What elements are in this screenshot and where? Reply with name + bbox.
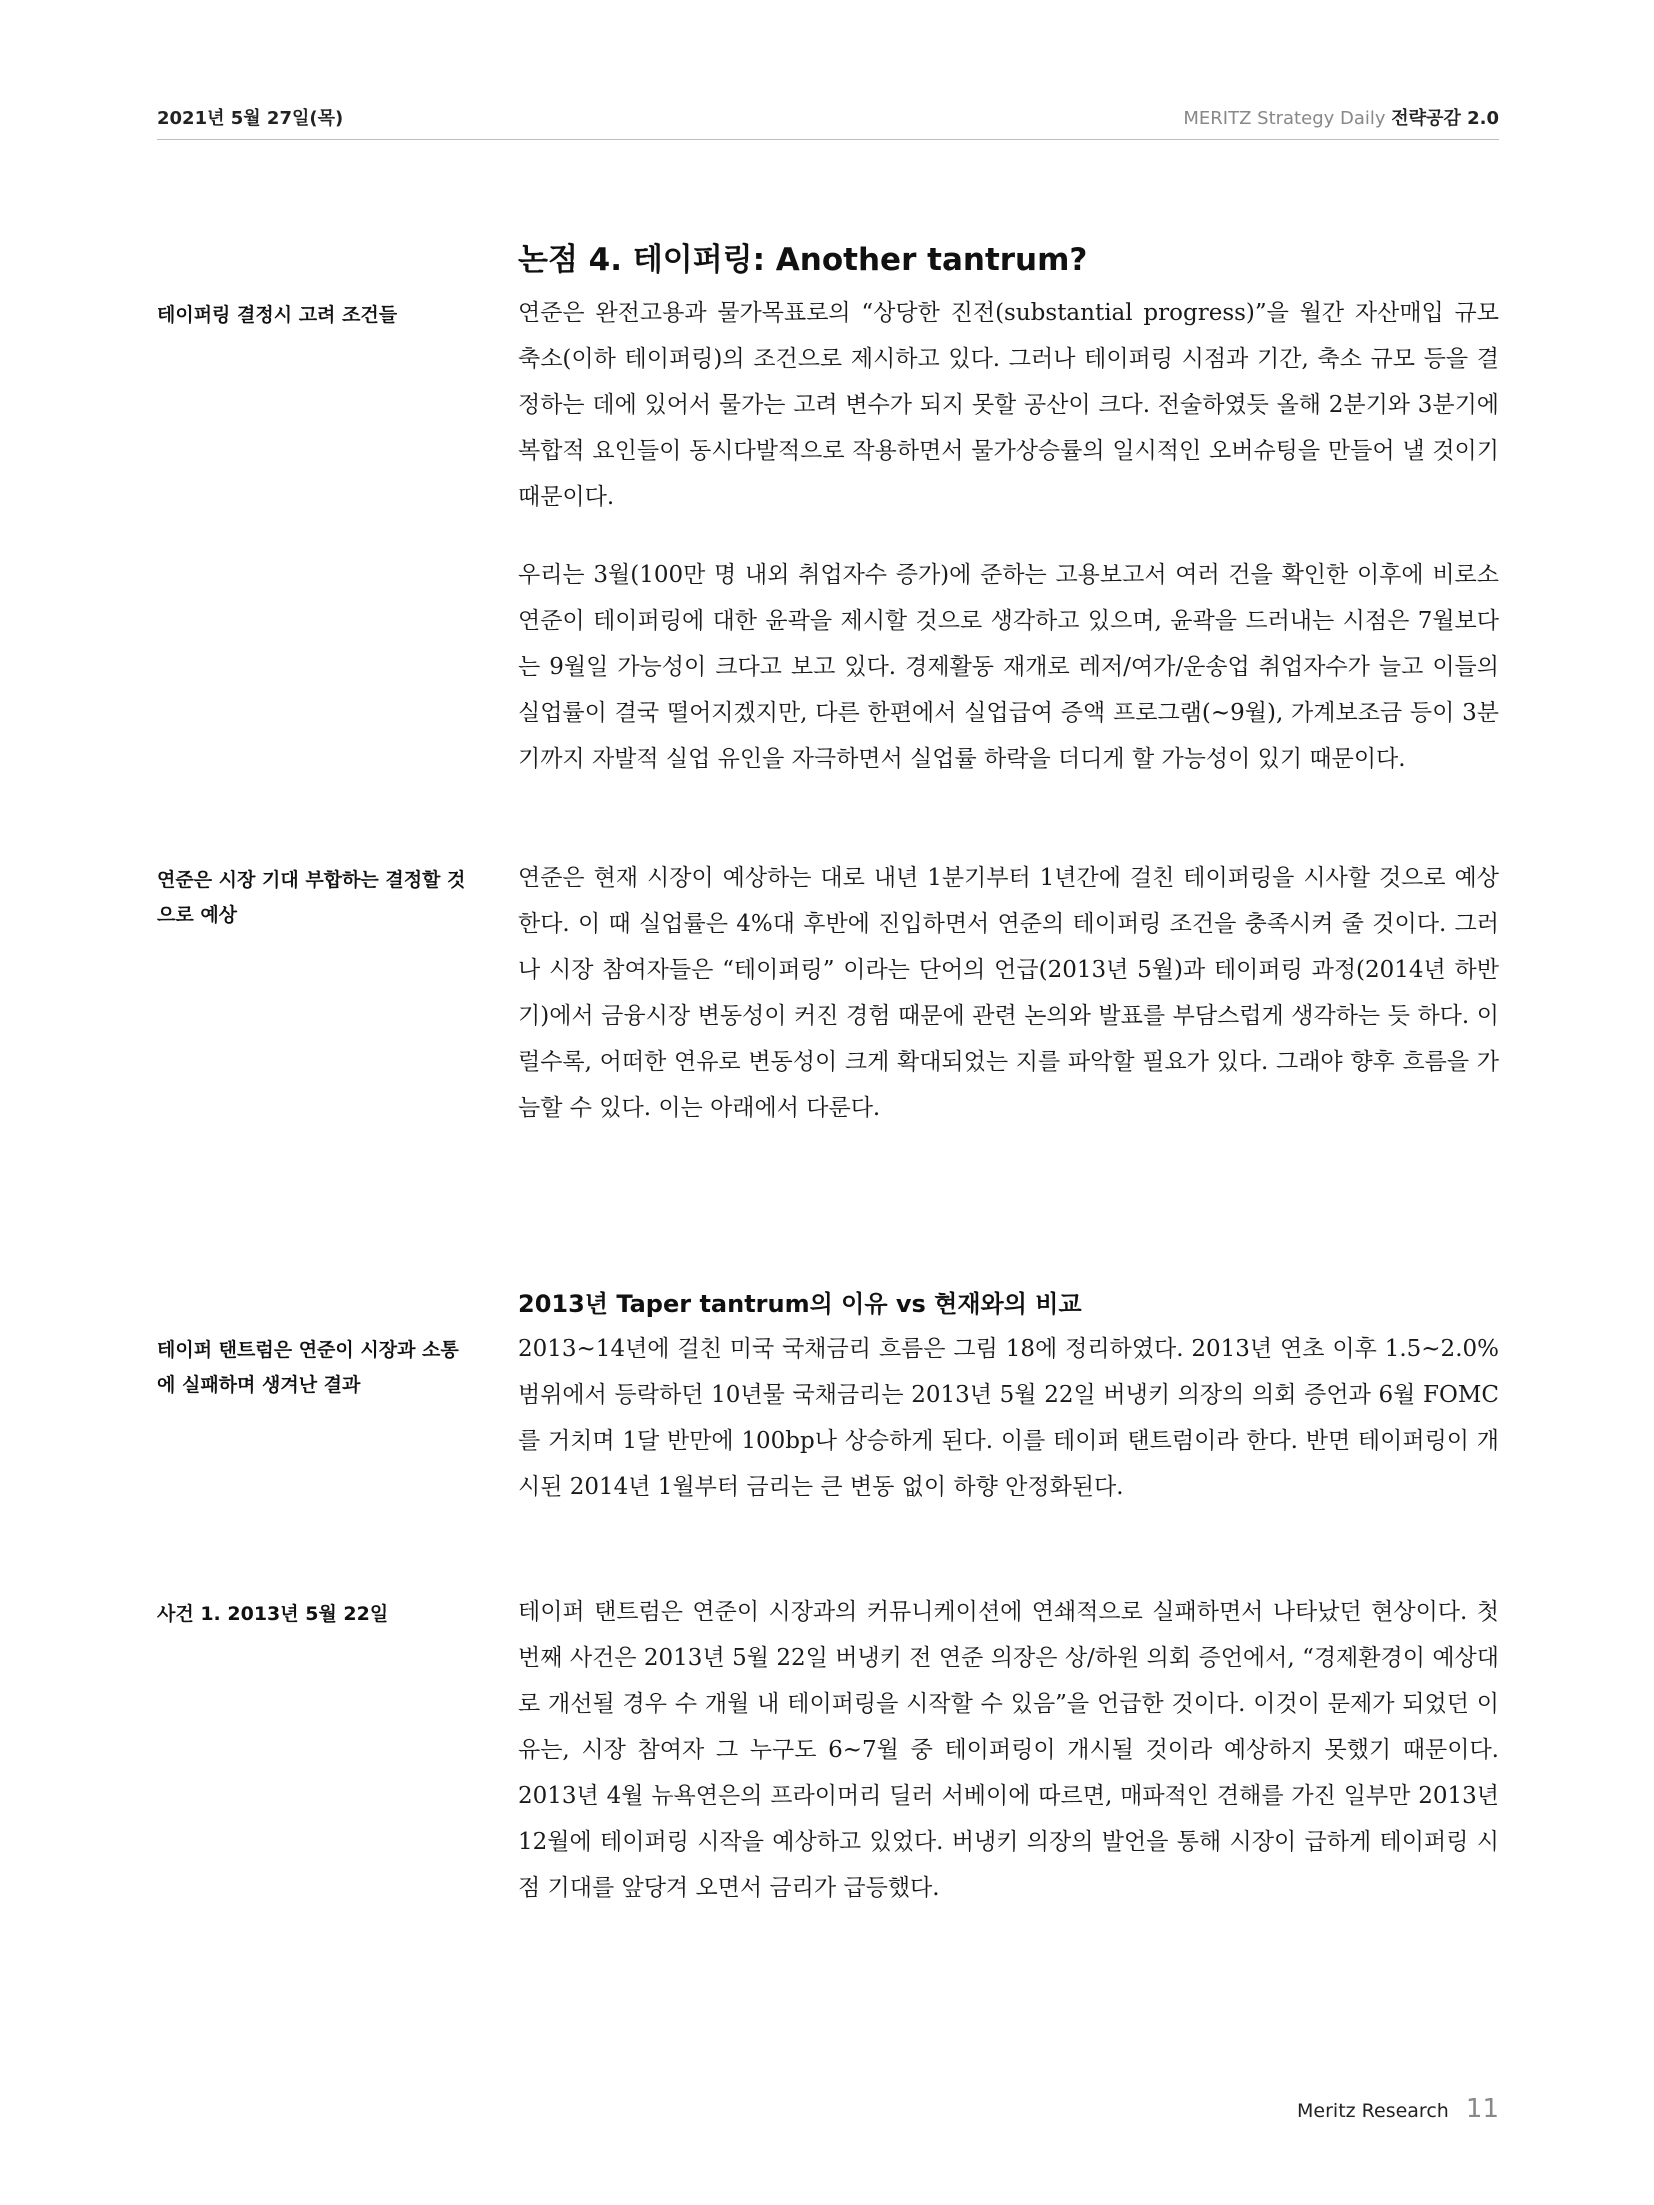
page-number: 11 xyxy=(1465,2094,1499,2124)
page-header xyxy=(157,104,1499,140)
side-label-tantrum-cause: 테이퍼 탠트럼은 연준이 시장과 소통에 실패하며 생겨난 결과 xyxy=(157,1339,459,1396)
side-label-market-expectation: 연준은 시장 기대 부합하는 결정할 것으로 예상 xyxy=(157,869,466,926)
publication-title: 전략공감 2.0 xyxy=(1391,108,1499,129)
side-label-event-1: 사건 1. 2013년 5월 22일 xyxy=(157,1603,389,1625)
publication-series: MERITZ Strategy Daily xyxy=(1183,108,1386,129)
paragraph-expectation: 연준은 현재 시장이 예상하는 대로 내년 1분기부터 1년간에 걸친 테이퍼링을 시사할 것으로 예상한다. 이 때 실업률은 4%대 후반에 진입하면서 연준의 테이퍼링 조건을 충족시켜 줄 것이다. 그러나 시장 참여자들은 “테이퍼링” 이라는 단어의 언급(2013년 5월)과 테이퍼링 과정(2014년 하반기)에서 금융시장 변동성이 커진 경험 때문에 관련 논의와 발표를 부담스럽게 생각하는 듯 하다. 이럴수록, 어떠한 연유로 변동성이 크게 확대되었는 지를 파악할 필요가 있다. 그래야 향후 흐름을 가늠할 수 있다. 이는 아래에서 다룬다. xyxy=(518,865,1499,1121)
paragraph-event-1: 테이퍼 탠트럼은 연준이 시장과의 커뮤니케이션에 연쇄적으로 실패하면서 나타났던 현상이다. 첫 번째 사건은 2013년 5월 22일 버냉키 전 연준 의장은 상/하원 의회 증언에서, “경제환경이 예상대로 개선될 경우 수 개월 내 테이퍼링을 시작할 수 있음”을 언급한 것이다. 이것이 문제가 되었던 이유는, 시장 참여자 그 누구도 6~7월 중 테이퍼링이 개시될 것이라 예상하지 못했기 때문이다. 2013년 4월 뉴욕연은의 프라이머리 딜러 서베이에 따르면, 매파적인 견해를 가진 일부만 2013년 12월에 테이퍼링 시작을 예상하고 있었다. 버냉키 의장의 발언을 통해 시장이 급하게 테이퍼링 시점 기대를 앞당겨 오면서 금리가 급등했다. xyxy=(518,1599,1499,1901)
paragraph-conditions: 연준은 완전고용과 물가목표로의 “상당한 진전(substantial progress)”을 월간 자산매입 규모 축소(이하 테이퍼링)의 조건으로 제시하고 있다. 그러나 테이퍼링 시점과 기간, 축소 규모 등을 결정하는 데에 있어서 물가는 고려 변수가 되지 못할 공산이 크다. 전술하였듯 올해 2분기와 3분기에 복합적 요인들이 동시다발적으로 작용하면서 물가상승률의 일시적인 오버슈팅을 만들어 낼 것이기 때문이다. xyxy=(518,300,1499,510)
footer-brand: Meritz Research xyxy=(1297,2100,1449,2122)
sub-title: 2013년 Taper tantrum의 이유 vs 현재와의 비교 xyxy=(518,1290,1082,1318)
page-footer xyxy=(1297,2094,1499,2124)
header-divider xyxy=(157,139,1499,140)
publication-name xyxy=(1183,104,1499,130)
section-title: 논점 4. 테이퍼링: Another tantrum? xyxy=(518,242,1088,278)
paragraph-tantrum-history: 2013~14년에 걸친 미국 국채금리 흐름은 그림 18에 정리하였다. 2013년 연초 이후 1.5~2.0% 범위에서 등락하던 10년물 국채금리는 2013년 5월 22일 버냉키 의장의 의회 증언과 6월 FOMC를 거치며 1달 반만에 100bp나 상승하게 된다. 이를 테이퍼 탠트럼이라 한다. 반면 테이퍼링이 개시된 2014년 1월부터 금리는 큰 변동 없이 하향 안정화된다. xyxy=(518,1336,1499,1500)
paragraph-outlook: 우리는 3월(100만 명 내외 취업자수 증가)에 준하는 고용보고서 여러 건을 확인한 이후에 비로소 연준이 테이퍼링에 대한 윤곽을 제시할 것으로 생각하고 있으며, 윤곽을 드러내는 시점은 7월보다는 9월일 가능성이 크다고 보고 있다. 경제활동 재개로 레저/여가/운송업 취업자수가 늘고 이들의 실업률이 결국 떨어지겠지만, 다른 한편에서 실업급여 증액 프로그램(~9월), 가계보조금 등이 3분기까지 자발적 실업 유인을 자극하면서 실업률 하락을 더디게 할 가능성이 있기 때문이다. xyxy=(518,562,1499,772)
side-label-taper-conditions: 테이퍼링 결정시 고려 조건들 xyxy=(157,304,398,326)
report-date: 2021년 5월 27일(목) xyxy=(157,108,344,129)
